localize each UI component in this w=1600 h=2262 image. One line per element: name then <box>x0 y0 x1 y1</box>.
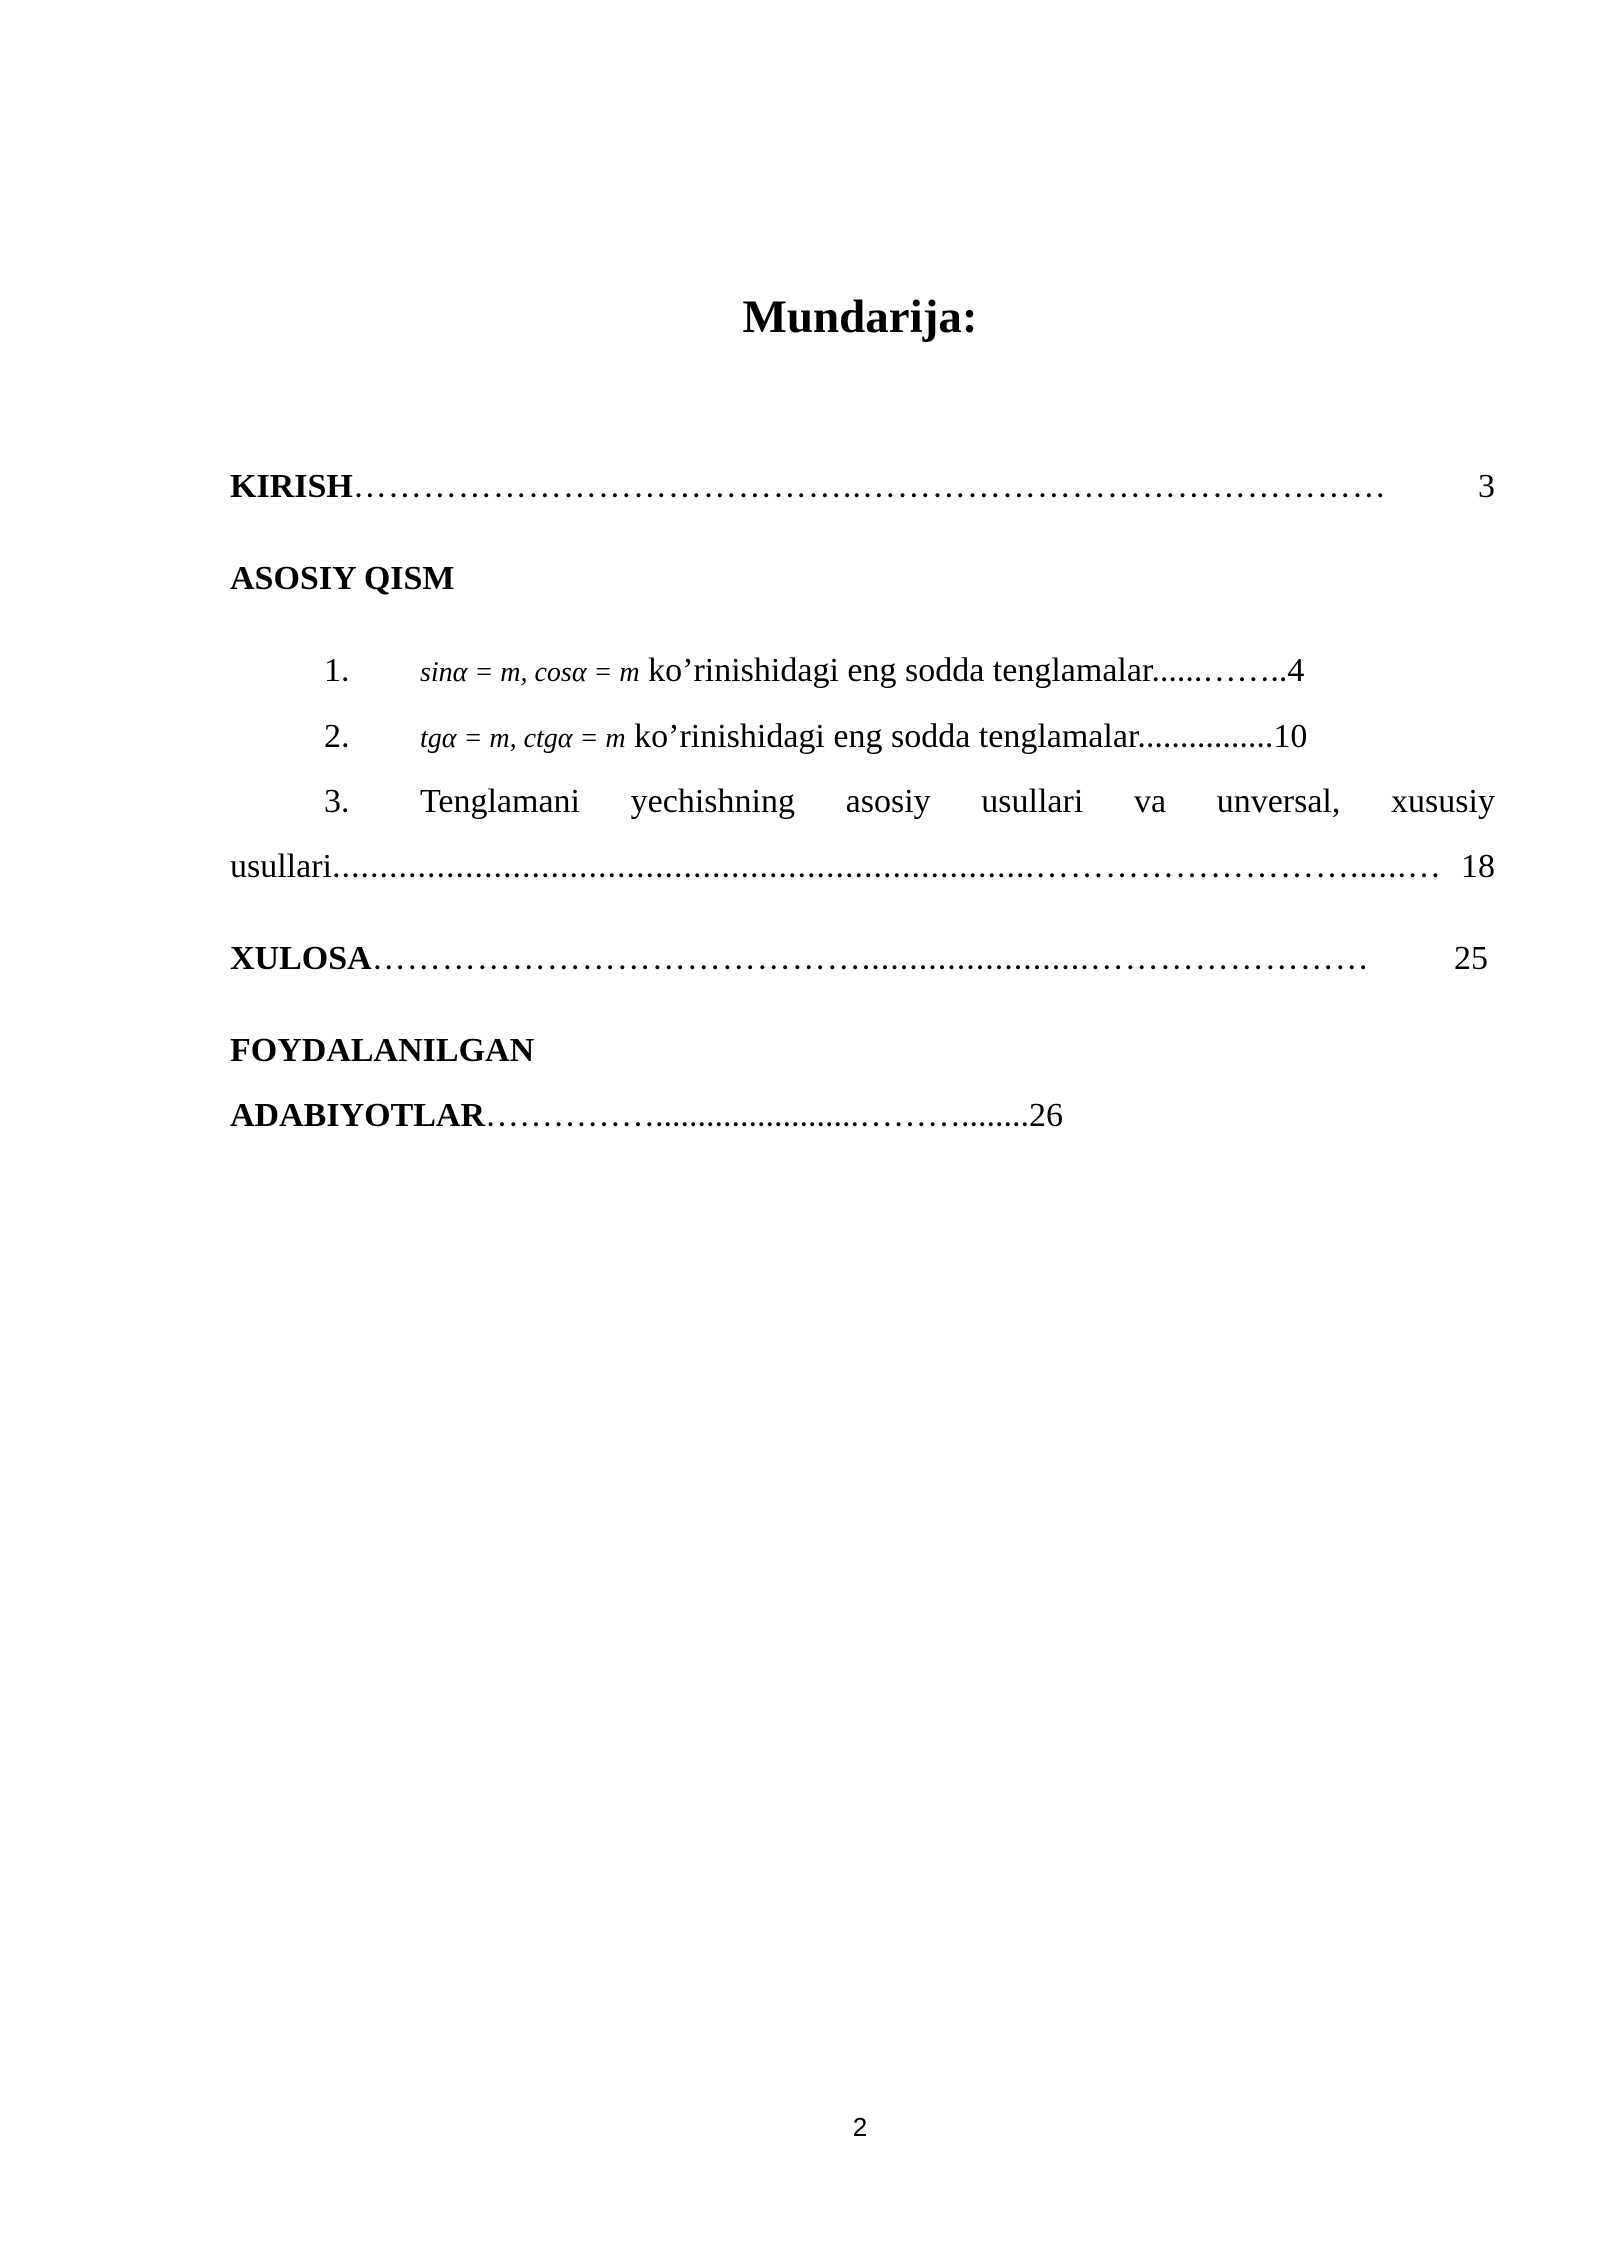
math-separator: , <box>520 657 535 688</box>
toc-entry-kirish[interactable] <box>230 468 1495 506</box>
math-separator: , <box>509 723 524 754</box>
toc-word: va <box>1133 783 1167 820</box>
toc-leader-dots: ..........................................................................………………………......… <box>331 848 1442 885</box>
toc-word: xususiy <box>1391 783 1495 820</box>
toc-item-number: 2. <box>324 718 350 755</box>
math-expression: tgα = m <box>420 723 510 754</box>
toc-leader-dots: ……………………………………..……………………………………… <box>352 468 1387 505</box>
toc-item-3-continuation[interactable] <box>230 848 1495 886</box>
toc-entry-xulosa[interactable] <box>230 940 1488 978</box>
toc-label: XULOSA <box>230 940 372 977</box>
math-expression: cosα = m <box>534 657 640 688</box>
toc-entry-adabiyotlar[interactable] <box>230 1097 1495 1135</box>
toc-word: Tenglamani <box>420 783 581 820</box>
math-expression: sinα = m <box>420 657 521 688</box>
toc-item-text: ko’rinishidagi eng sodda tenglamalar......……..4 <box>639 652 1305 689</box>
toc-item-number: 3. <box>324 783 350 820</box>
toc-item-2[interactable] <box>420 718 1307 756</box>
toc-leader-dots: ……………........................………........ <box>485 1097 1030 1134</box>
toc-leader-dots: ……………………………………........................…………………… <box>371 940 1370 977</box>
toc-word: yechishning <box>630 783 795 820</box>
toc-item-text: ko’rinishidagi eng sodda tenglamalar................10 <box>625 718 1308 755</box>
toc-item-1[interactable] <box>420 652 1304 690</box>
toc-page-number: 25 <box>1454 940 1488 977</box>
toc-page-number: 18 <box>1461 848 1495 885</box>
toc-page-number: 26 <box>1029 1097 1064 1134</box>
math-expression: ctgα = m <box>523 723 626 754</box>
page-number: 2 <box>852 2112 868 2142</box>
toc-label: usullari <box>230 848 332 885</box>
toc-word: unversal, <box>1216 783 1341 820</box>
toc-item-3[interactable] <box>420 783 1495 821</box>
toc-label: ADABIYOTLAR <box>230 1097 486 1134</box>
toc-word: asosiy <box>845 783 931 820</box>
page-title: Mundarija: <box>742 291 978 343</box>
toc-page-number: 3 <box>1478 468 1495 505</box>
toc-item-number: 1. <box>324 652 350 689</box>
toc-label: KIRISH <box>230 468 353 505</box>
toc-section-asosiy-qism[interactable]: ASOSIY QISM <box>230 560 455 597</box>
toc-entry-foydalanilgan[interactable]: FOYDALANILGAN <box>230 1032 535 1069</box>
toc-word: usullari <box>981 783 1084 820</box>
